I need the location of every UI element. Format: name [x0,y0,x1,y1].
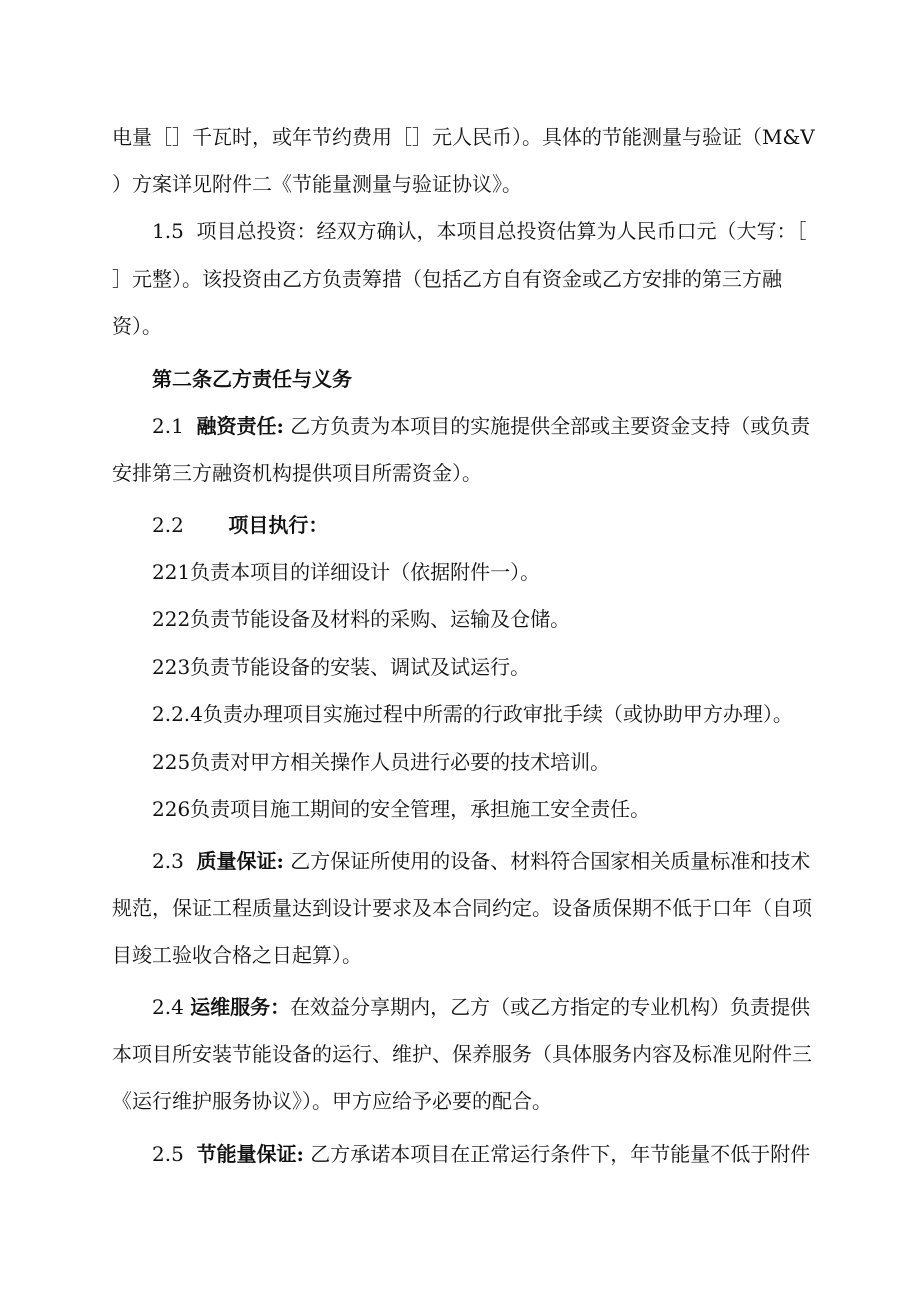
clause-1-5: 1.5 项目总投资：经双方确认，本项目总投资估算为人民币口元（大写：［ [152,219,807,243]
text-line: 本项目所安装节能设备的运行、维护、保养服务（具体服务内容及标准见附件三 [112,1042,812,1066]
list-item: 222负责节能设备及材料的采购、运输及仓储。 [152,607,571,631]
list-item: 226负责项目施工期间的安全管理，承担施工安全责任。 [152,797,651,821]
list-item: 225负责对甲方相关操作人员进行必要的技术培训。 [152,750,611,774]
text-line: ）方案详见附件二《节能量测量与验证协议》。 [112,172,522,196]
text-line: 资）。 [112,314,162,338]
clause-2-5: 2.5 节能量保证: 乙方承诺本项目在正常运行条件下，年节能量不低于附件 [152,1142,811,1166]
text-line: 安排第三方融资机构提供项目所需资金）。 [112,461,482,485]
text-line: 目竣工验收合格之日起算）。 [112,943,362,967]
section-heading: 第二条乙方责任与义务 [152,367,352,391]
text-line: 电量［］千瓦时，或年节约费用［］元人民币）。具体的节能测量与验证（M&V [112,125,815,149]
list-item: 221负责本项目的详细设计（依据附件一）。 [152,560,541,584]
clause-2-2: 2.2 项目执行： [152,513,329,537]
list-item: 2.2.4负责办理项目实施过程中所需的行政审批手续（或协助甲方办理）。 [152,702,793,726]
clause-2-4: 2.4 运维服务：在效益分享期内，乙方（或乙方指定的专业机构）负责提供 [152,995,811,1019]
list-item: 223负责节能设备的安装、调试及试运行。 [152,655,531,679]
text-line: 《运行维护服务协议》）。甲方应给予必要的配合。 [112,1089,552,1113]
clause-2-1: 2.1 融资责任: 乙方负责为本项目的实施提供全部或主要资金支持（或负责 [152,414,811,438]
text-line: ］元整）。该投资由乙方负责筹措（包括乙方自有资金或乙方安排的第三方融 [112,267,782,291]
clause-2-3: 2.3 质量保证: 乙方保证所使用的设备、材料符合国家相关质量标准和技术 [152,849,811,873]
text-line: 规范，保证工程质量达到设计要求及本合同约定。设备质保期不低于口年（自项 [112,896,812,920]
